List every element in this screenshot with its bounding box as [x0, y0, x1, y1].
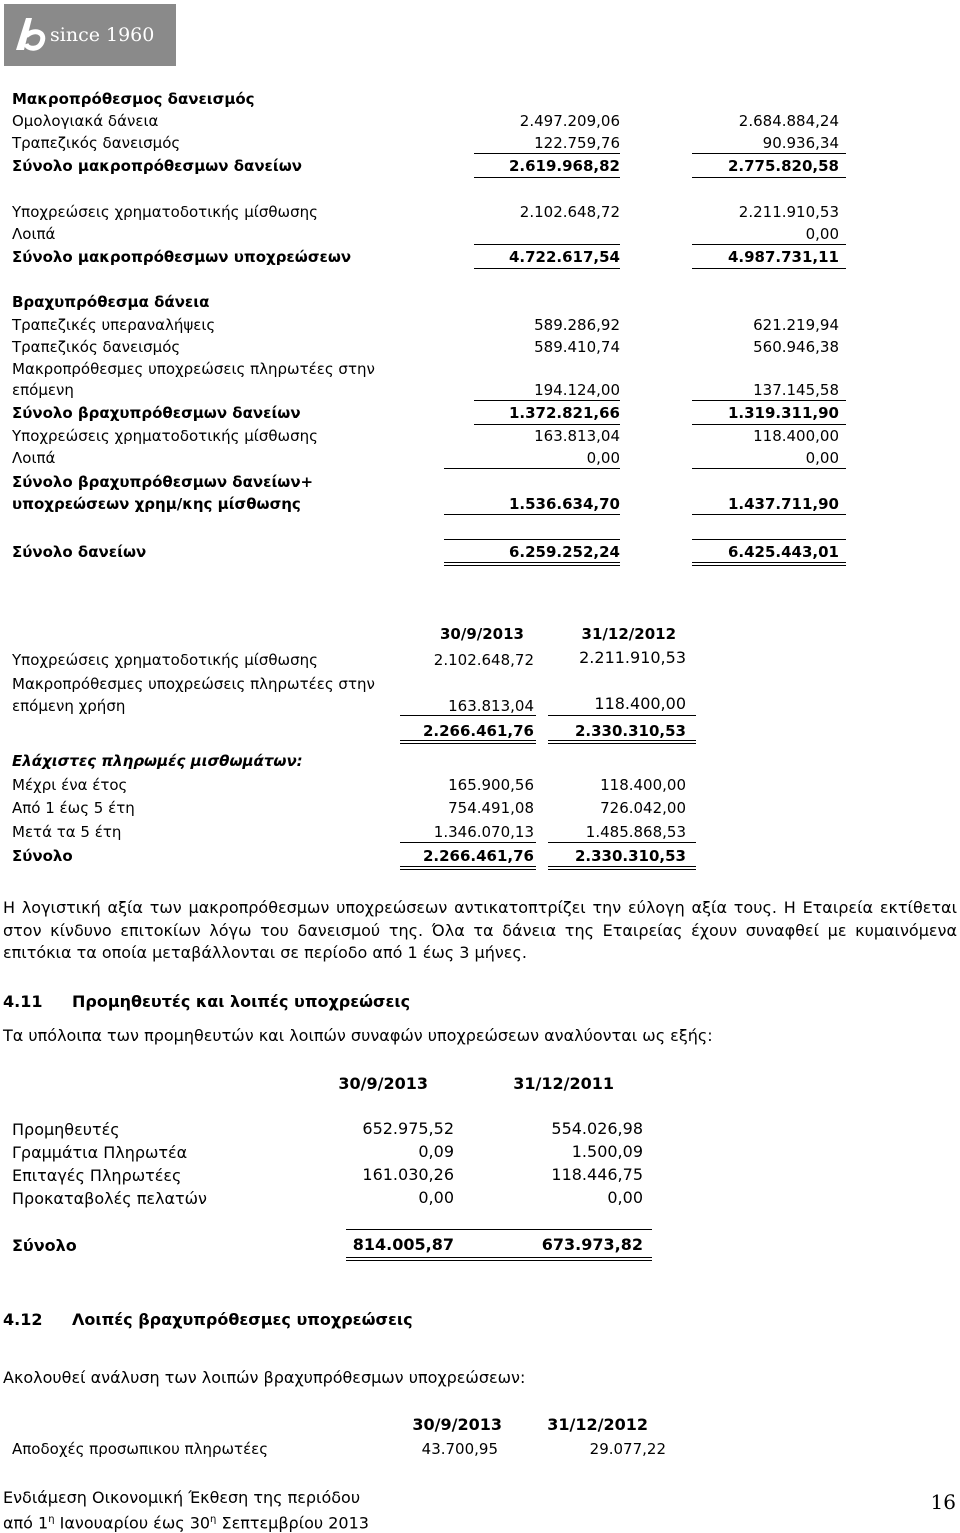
- column-header: 31/12/2012: [547, 1415, 648, 1434]
- footer-part: Ιανουαρίου έως 30: [54, 1513, 211, 1533]
- value-2013: 161.030,26: [362, 1165, 454, 1184]
- value-2011: 673.973,82: [541, 1235, 643, 1254]
- row-label: Προκαταβολές πελατών: [12, 1189, 207, 1208]
- value-2012: 1.319.311,90: [727, 404, 839, 422]
- value-2011: 0,00: [607, 1188, 643, 1207]
- rule: [346, 1229, 652, 1230]
- row-label-cont: επόμενη: [12, 381, 74, 399]
- value-2011: 118.446,75: [551, 1165, 643, 1184]
- footer-part: από 1: [3, 1513, 49, 1533]
- value-2012: 1.485.868,53: [585, 823, 686, 841]
- value-2012: 1.437.711,90: [727, 495, 839, 513]
- value-2013: 0,00: [586, 449, 620, 467]
- value-2013: 2.497.209,06: [519, 112, 620, 130]
- row-label-cont: επόμενη χρήση: [12, 697, 126, 715]
- value-2012: 2.330.310,53: [574, 847, 686, 865]
- row-label: Σύνολο μακροπρόθεσμων υποχρεώσεων: [12, 248, 352, 266]
- value-2012: 560.946,38: [753, 338, 839, 356]
- double-rule: [692, 562, 846, 566]
- row-label: Λοιπά: [12, 225, 56, 243]
- section-title: Προμηθευτές και λοιπές υποχρεώσεις: [72, 992, 411, 1011]
- row-label: Μακροπρόθεσμες υποχρεώσεις πληρωτέες στην: [12, 360, 375, 378]
- row-label: Σύνολο: [12, 847, 73, 865]
- logo-text: since 1960: [50, 24, 155, 46]
- value-2011: 554.026,98: [551, 1119, 643, 1138]
- double-rule: [444, 562, 620, 566]
- logo-mark-icon: [12, 14, 48, 54]
- rule: [692, 177, 846, 178]
- short-term-header: Βραχυπρόθεσμα δάνεια: [12, 293, 210, 311]
- column-header: 30/9/2013: [412, 1415, 502, 1434]
- rule: [692, 400, 846, 401]
- rule: [474, 268, 620, 269]
- value-2012: 118.400,00: [753, 427, 839, 445]
- section-intro: Τα υπόλοιπα των προμηθευτών και λοιπών συναφών υποχρεώσεων αναλύονται ως εξής:: [3, 1026, 713, 1045]
- value-2011: 1.500,09: [571, 1142, 643, 1161]
- value-2013: 589.410,74: [534, 338, 620, 356]
- row-label: Λοιπά: [12, 449, 56, 467]
- column-header: 31/12/2011: [513, 1074, 614, 1093]
- rule: [400, 715, 536, 716]
- value-2012: 4.987.731,11: [727, 248, 839, 266]
- value-2013: 0,09: [418, 1142, 454, 1161]
- row-label: Τραπεζικός δανεισμός: [12, 338, 181, 356]
- rule: [444, 514, 620, 515]
- row-label: Υποχρεώσεις χρηματοδοτικής μίσθωσης: [12, 651, 318, 669]
- row-label: Γραμμάτια Πληρωτέα: [12, 1143, 188, 1162]
- row-label: Μακροπρόθεσμες υποχρεώσεις πληρωτέες στην: [12, 675, 375, 693]
- value-2012: 137.145,58: [753, 381, 839, 399]
- value-2012: 29.077,22: [589, 1440, 666, 1458]
- rule: [692, 424, 846, 425]
- value-2013: 163.813,04: [448, 697, 534, 715]
- value-2012: 726.042,00: [600, 799, 686, 817]
- row-label: Σύνολο δανείων: [12, 543, 147, 561]
- rule: [692, 539, 846, 540]
- double-rule: [548, 740, 696, 744]
- row-label: Τραπεζικές υπεραναλήψεις: [12, 316, 216, 334]
- value-2013: 122.759,76: [534, 134, 620, 152]
- rule: [444, 539, 620, 540]
- value-2012: 6.425.443,01: [727, 543, 839, 561]
- row-label: Σύνολο μακροπρόθεσμων δανείων: [12, 157, 302, 175]
- value-2013: 163.813,04: [534, 427, 620, 445]
- rule: [548, 715, 696, 716]
- footer-sup: η: [48, 1514, 55, 1525]
- value-2013: 589.286,92: [534, 316, 620, 334]
- rule: [400, 842, 536, 843]
- row-label: Τραπεζικός δανεισμός: [12, 134, 181, 152]
- column-header: 31/12/2012: [581, 625, 676, 643]
- value-2012: 118.400,00: [594, 694, 686, 713]
- row-label: Ομολογιακά δάνεια: [12, 112, 159, 130]
- value-2013: 814.005,87: [352, 1235, 454, 1254]
- value-2013: 194.124,00: [534, 381, 620, 399]
- row-label: Επιταγές Πληρωτέες: [12, 1166, 182, 1185]
- footer-part: Σεπτεμβρίου 2013: [216, 1513, 369, 1533]
- double-rule: [548, 866, 696, 870]
- double-rule: [346, 1257, 652, 1261]
- rule: [474, 177, 620, 178]
- section-title: Λοιπές βραχυπρόθεσμες υποχρεώσεις: [72, 1310, 413, 1329]
- rule: [474, 400, 620, 401]
- value-2012: 621.219,94: [753, 316, 839, 334]
- row-label: Υποχρεώσεις χρηματοδοτικής μίσθωσης: [12, 203, 318, 221]
- row-label: Αποδοχές προσωπικου πληρωτέες: [12, 1440, 269, 1458]
- section-number: 4.12: [3, 1310, 43, 1329]
- subtotal-2013: 2.266.461,76: [422, 722, 534, 740]
- long-term-header: Μακροπρόθεσμος δανεισμός: [12, 90, 255, 108]
- value-2013: 4.722.617,54: [508, 248, 620, 266]
- value-2013: 2.619.968,82: [508, 157, 620, 175]
- value-2013: 43.700,95: [421, 1440, 498, 1458]
- value-2013: 1.536.634,70: [508, 495, 620, 513]
- rule: [474, 424, 620, 425]
- row-label-cont: υποχρεώσεων χρημ/κης μίσθωσης: [12, 495, 301, 513]
- column-header: 30/9/2013: [338, 1074, 428, 1093]
- value-2013: 165.900,56: [448, 776, 534, 794]
- section-number: 4.11: [3, 992, 43, 1011]
- page-number: 16: [930, 1490, 956, 1514]
- value-2012: 90.936,34: [762, 134, 839, 152]
- value-2012: 2.211.910,53: [738, 203, 839, 221]
- value-2013: 1.372.821,66: [508, 404, 620, 422]
- value-2013: 2.102.648,72: [433, 651, 534, 669]
- footer-title: Ενδιάμεση Οικονομική Έκθεση της περιόδου: [3, 1488, 361, 1507]
- row-label: Μετά τα 5 έτη: [12, 823, 122, 841]
- row-label: Υποχρεώσεις χρηματοδοτικής μίσθωσης: [12, 427, 318, 445]
- value-2012: 0,00: [805, 225, 839, 243]
- value-2013: 1.346.070,13: [433, 823, 534, 841]
- row-label: Μέχρι ένα έτος: [12, 776, 128, 794]
- value-2013: 2.266.461,76: [422, 847, 534, 865]
- rule: [692, 514, 846, 515]
- min-payments-header: Ελάχιστες πληρωμές μισθωμάτων:: [12, 752, 303, 770]
- double-rule: [400, 740, 536, 744]
- row-label: Σύνολο: [12, 1236, 77, 1255]
- rule: [548, 842, 696, 843]
- rule: [692, 244, 846, 245]
- rule: [692, 153, 846, 154]
- value-2013: 2.102.648,72: [519, 203, 620, 221]
- double-rule: [400, 866, 536, 870]
- section-intro: Ακολουθεί ανάλυση των λοιπών βραχυπρόθεσμων υποχρεώσεων:: [3, 1368, 526, 1387]
- footer-sup: η: [210, 1514, 217, 1525]
- value-2012: 0,00: [805, 449, 839, 467]
- value-2012: 2.684.884,24: [738, 112, 839, 130]
- company-logo: [4, 4, 176, 66]
- rule: [474, 153, 620, 154]
- value-2012: 2.775.820,58: [727, 157, 839, 175]
- row-label: Σύνολο βραχυπρόθεσμων δανείων: [12, 404, 301, 422]
- rule: [692, 268, 846, 269]
- rule: [692, 468, 846, 469]
- row-label: Από 1 έως 5 έτη: [12, 799, 135, 817]
- value-2013: 0,00: [418, 1188, 454, 1207]
- fair-value-paragraph: Η λογιστική αξία των μακροπρόθεσμων υποχρεώσεων αντικατοπτρίζει την εύλογη αξία τους. Η Εταιρεία εκτίθεται στον κίνδυνο επιτοκίων λόγω του δανεισμού της. Όλα τα δάνεια της Εταιρείας έχουν συναφθεί με κυμαινόμενα επιτόκια τα οποία μεταβάλλονται σε περίοδο από 1 έως 3 μήνες.: [3, 898, 957, 962]
- subtotal-2012: 2.330.310,53: [574, 722, 686, 740]
- value-2012: 2.211.910,53: [579, 648, 686, 667]
- rule: [474, 244, 620, 245]
- value-2012: 118.400,00: [600, 776, 686, 794]
- rule: [444, 468, 620, 469]
- value-2013: 6.259.252,24: [508, 543, 620, 561]
- row-label: Προμηθευτές: [12, 1120, 120, 1139]
- value-2013: 754.491,08: [448, 799, 534, 817]
- column-header: 30/9/2013: [439, 625, 524, 643]
- value-2013: 652.975,52: [362, 1119, 454, 1138]
- row-label: Σύνολο βραχυπρόθεσμων δανείων+: [12, 473, 314, 491]
